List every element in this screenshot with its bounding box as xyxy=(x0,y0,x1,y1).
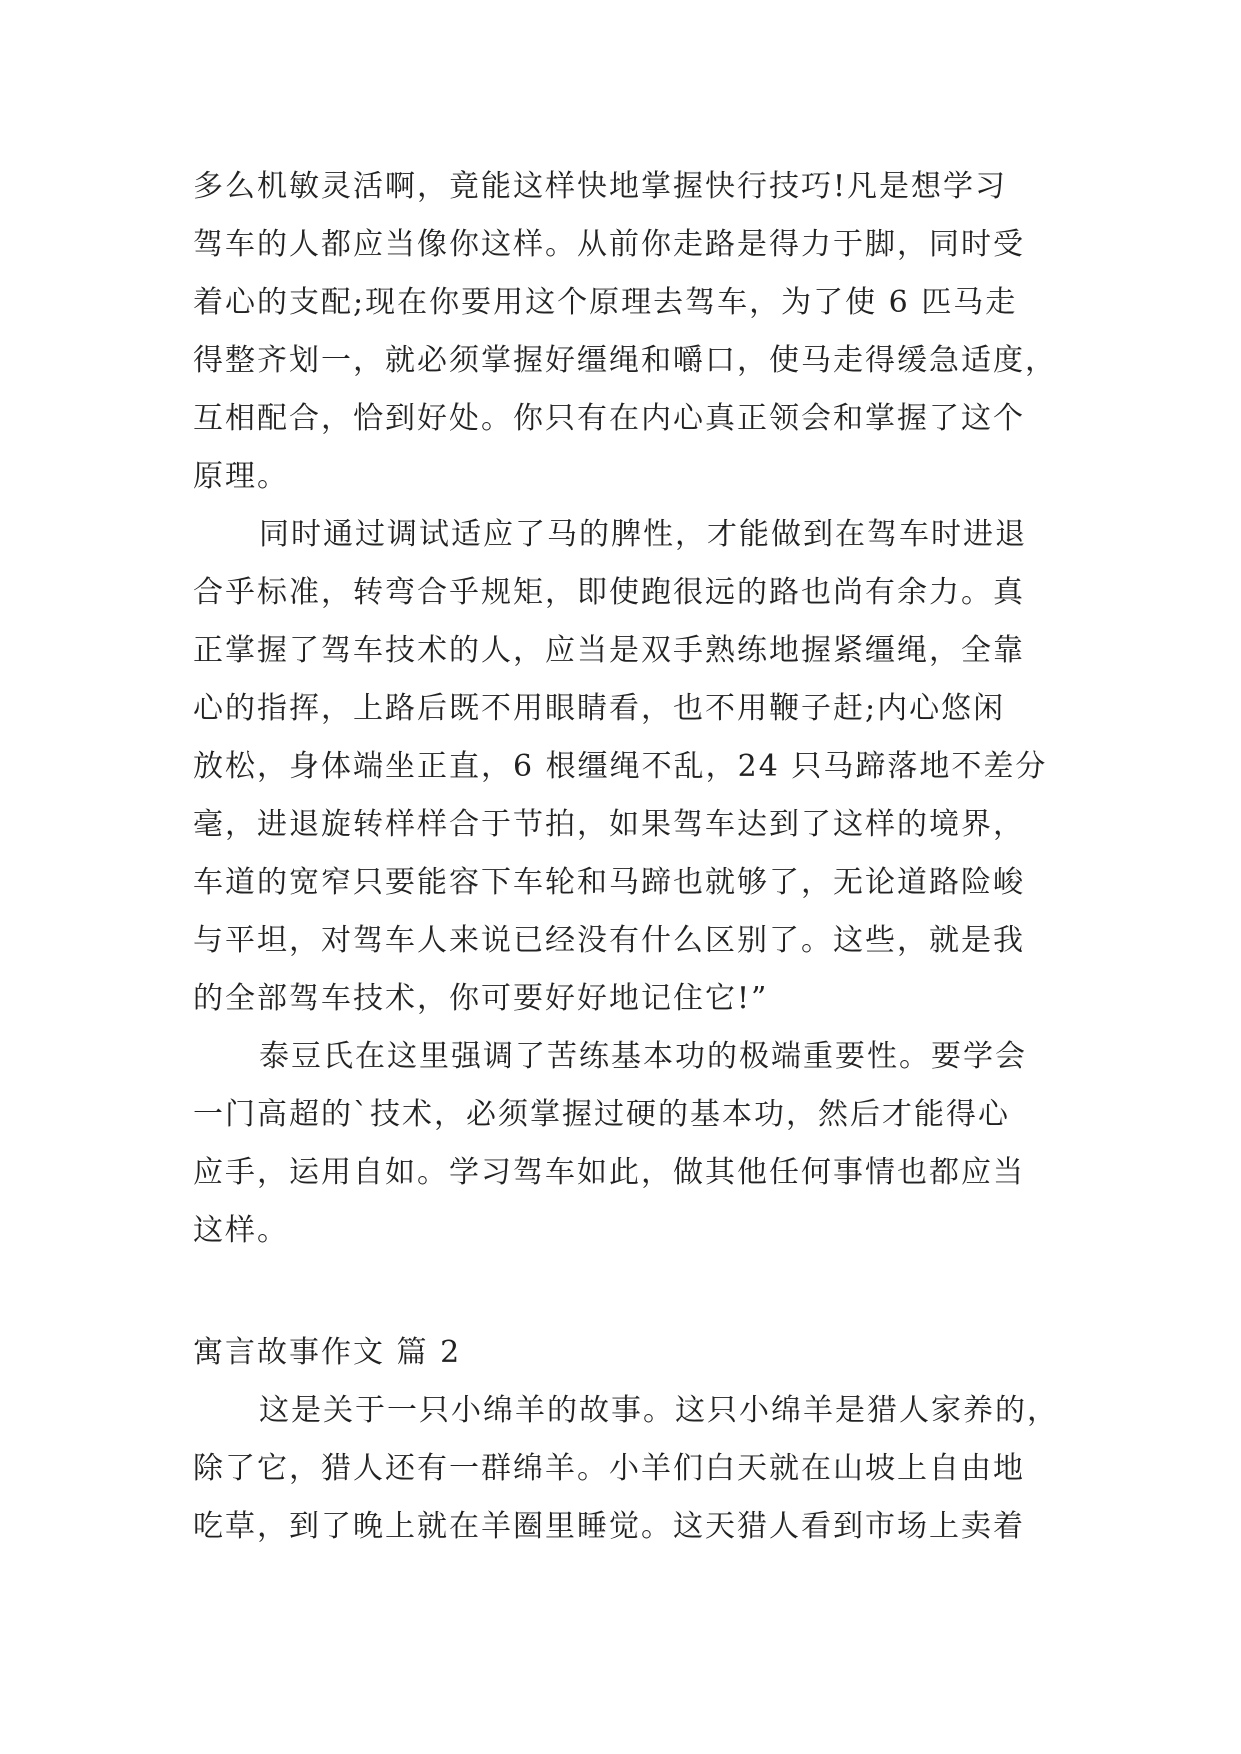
text-line: 这样。 xyxy=(193,1213,289,1248)
text-line: 合乎标准，转弯合乎规矩，即使跑很远的路也尚有余力。真 xyxy=(193,575,1025,610)
text-line: 多么机敏灵活啊，竟能这样快地掌握快行技巧!凡是想学习 xyxy=(193,169,1008,204)
section-heading: 寓言故事作文 篇 2 xyxy=(193,1335,462,1370)
text-line: 与平坦，对驾车人来说已经没有什么区别了。这些，就是我 xyxy=(193,923,1025,958)
text-line: 正掌握了驾车技术的人，应当是双手熟练地握紧缰绳，全靠 xyxy=(193,633,1025,668)
text-line: 互相配合，恰到好处。你只有在内心真正领会和掌握了这个 xyxy=(193,401,1025,436)
text-line: 吃草，到了晚上就在羊圈里睡觉。这天猎人看到市场上卖着 xyxy=(193,1509,1025,1544)
paragraph-continuation xyxy=(193,158,1073,506)
document-body xyxy=(193,158,1073,1556)
text-line: 原理。 xyxy=(193,459,289,494)
text-line: 的全部驾车技术，你可要好好地记住它!” xyxy=(193,981,769,1016)
text-line: 泰豆氏在这里强调了苦练基本功的极端重要性。要学会 xyxy=(259,1039,1027,1074)
paragraph-commentary xyxy=(193,1028,1073,1260)
text-line: 得整齐划一，就必须掌握好缰绳和嚼口，使马走得缓急适度， xyxy=(193,343,1057,378)
text-line: 车道的宽窄只要能容下车轮和马蹄也就够了，无论道路险峻 xyxy=(193,865,1025,900)
text-line: 除了它，猎人还有一群绵羊。小羊们白天就在山坡上自由地 xyxy=(193,1451,1025,1486)
text-line: 驾车的人都应当像你这样。从前你走路是得力于脚，同时受 xyxy=(193,227,1025,262)
text-line: 毫，进退旋转样样合于节拍，如果驾车达到了这样的境界， xyxy=(193,807,1025,842)
section-gap xyxy=(193,1260,1073,1324)
paragraph-driving-skill xyxy=(193,506,1073,1028)
text-line: 一门高超的`技术，必须掌握过硬的基本功，然后才能得心 xyxy=(193,1097,1010,1132)
text-line: 应手，运用自如。学习驾车如此，做其他任何事情也都应当 xyxy=(193,1155,1025,1190)
text-line: 这是关于一只小绵羊的故事。这只小绵羊是猎人家养的， xyxy=(259,1393,1059,1428)
text-line: 放松，身体端坐正直，6 根缰绳不乱，24 只马蹄落地不差分 xyxy=(193,749,1048,784)
text-line: 着心的支配;现在你要用这个原理去驾车，为了使 6 匹马走 xyxy=(193,285,1018,320)
text-line: 同时通过调试适应了马的脾性，才能做到在驾车时进退 xyxy=(259,517,1027,552)
text-line: 心的指挥，上路后既不用眼睛看，也不用鞭子赶;内心悠闲 xyxy=(193,691,1006,726)
paragraph-lamb-story xyxy=(193,1382,1073,1556)
